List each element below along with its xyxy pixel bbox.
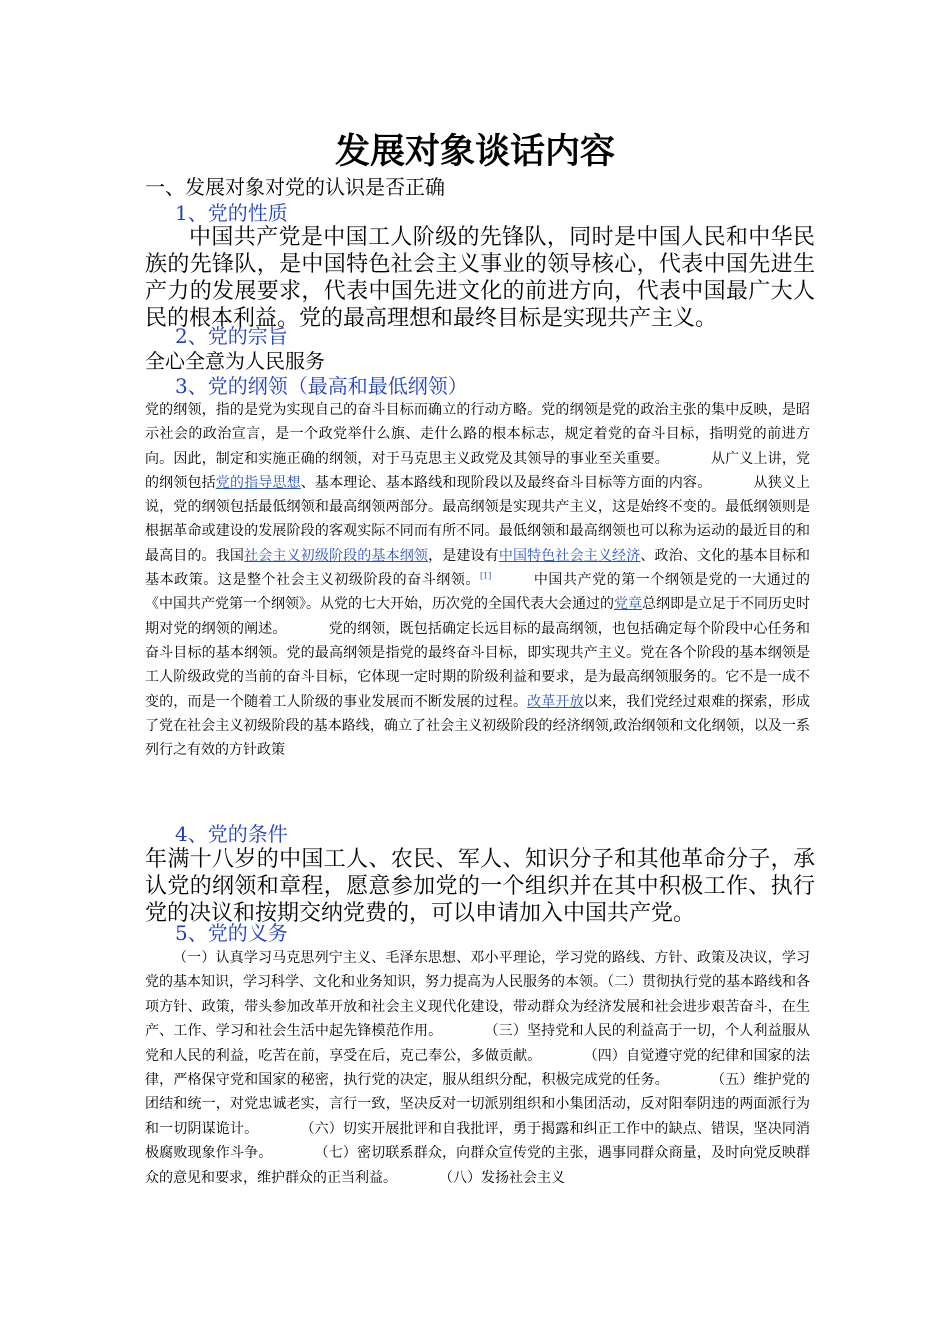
link-socialist-economy[interactable]: 中国特色社会主义经济	[498, 547, 641, 564]
link-party-constitution[interactable]: 党章	[614, 596, 642, 613]
nature-paragraph: 中国共产党是中国工人阶级的先锋队，同时是中国人民和中华民族的先锋队，是中国特色社会主义事业的领导核心，代表中国先进生产力的发展要求，代表中国先进文化的前进方向，代表中国最广大人民的根本利益。党的最高理想和最终目标是实现共产主义。	[145, 225, 815, 331]
duties-paragraph: （一）认真学习马克思列宁主义、毛泽东思想、邓小平理论，学习党的路线、方针、政策及决议，学习党的基本知识，学习科学、文化和业务知识，努力提高为人民服务的本领。（二）贯彻执行党的基本路线和各项方针、政策，带头参加改革开放和社会主义现代化建设，带动群众为经济发展和社会进步艰苦奋斗，在生产、工作、学习和社会生活中起先锋模范作用。 （三）坚持党和人民的利益高于一切，个人利益服从党和人民的利益，吃苦在前，享受在后，克己奉公，多做贡献。 （四）自觉遵守党的纪律和国家的法律，严格保守党和国家的秘密，执行党的决定，服从组织分配，积极完成党的任务。 （五）维护党的团结和统一，对党忠诚老实，言行一致，坚决反对一切派别组织和小集团活动，反对阳奉阴违的两面派行为和一切阴谋诡计。 （六）切实开展批评和自我批评，勇于揭露和纠正工作中的缺点、错误，坚决同消极腐败现象作斗争。 （七）密切联系群众，向群众宣传党的主张，遇事同群众商量，及时向党反映群众的意见和要求，维护群众的正当利益。 （八）发扬社会主义	[145, 950, 811, 1186]
footnote-reference[interactable]: [1]	[479, 571, 492, 581]
link-basic-program[interactable]: 社会主义初级阶段的基本纲领	[244, 547, 429, 564]
conditions-paragraph: 年满十八岁的中国工人、农民、军人、知识分子和其他革命分子，承认党的纲领和章程，愿意参加党的一个组织并在其中积极工作、执行党的决议和按期交纳党费的，可以申请加入中国共产党。	[145, 847, 815, 926]
subheading-program: 3、党的纲领（最高和最低纲领）	[175, 374, 468, 398]
link-guiding-ideology[interactable]: 党的指导思想	[215, 474, 301, 491]
subheading-conditions: 4、党的条件	[175, 822, 288, 846]
section-heading-1: 一、发展对象对党的认识是否正确	[145, 175, 445, 199]
link-reform-opening[interactable]: 改革开放	[527, 693, 584, 710]
purpose-paragraph: 全心全意为人民服务	[145, 349, 325, 373]
subheading-duties: 5、党的义务	[175, 921, 288, 945]
page-title: 发展对象谈话内容	[334, 132, 615, 172]
subheading-nature: 1、党的性质	[175, 201, 288, 225]
program-paragraph: 党的纲领，指的是党为实现自己的奋斗目标而确立的行动方略。党的纲领是党的政治主张的集中反映，是昭示社会的政治宣言，是一个政党举什么旗、走什么路的根本标志，规定着党的奋斗目标，指明党的前进方向。因此，制定和实施正确的纲领，对于马克思主义政党及其领导的事业至关重要。 从广义上讲，党的纲领包括党的指导思想、基本理论、基本路线和现阶段以及最终奋斗目标等方面的内容。 从狭义上说，党的纲领包括最低纲领和最高纲领两部分。最高纲领是实现共产主义，这是始终不变的。最低纲领则是根据革命或建设的发展阶段的客观实际不同而有所不同。最低纲领和最高纲领也可以称为运动的最近目的和最高目的。我国社会主义初级阶段的基本纲领，是建设有中国特色社会主义经济、政治、文化的基本目标和基本政策。这是整个社会主义初级阶段的奋斗纲领。[1] 中国共产党的第一个纲领是党的一大通过的《中国共产党第一个纲领》。从党的七大开始，历次党的全国代表大会通过的党章总纲即是立足于不同历史时期对党的纲领的阐述。 党的纲领，既包括确定长远目标的最高纲领，也包括确定每个阶段中心任务和奋斗目标的基本纲领。党的最高纲领是指党的最终奋斗目标，即实现共产主义。党在各个阶段的基本纲领是工人阶级政党的当前的奋斗目标，它体现一定时期的阶级利益和要求，是为最高纲领服务的。它不是一成不变的，而是一个随着工人阶级的事业发展而不断发展的过程。改革开放以来，我们党经过艰难的探索，形成了党在社会主义初级阶段的基本路线，确立了社会主义初级阶段的经济纲领,政治纲领和文化纲领，以及一系列行之有效的方针政策	[145, 402, 811, 759]
subheading-purpose: 2、党的宗旨	[175, 324, 288, 348]
